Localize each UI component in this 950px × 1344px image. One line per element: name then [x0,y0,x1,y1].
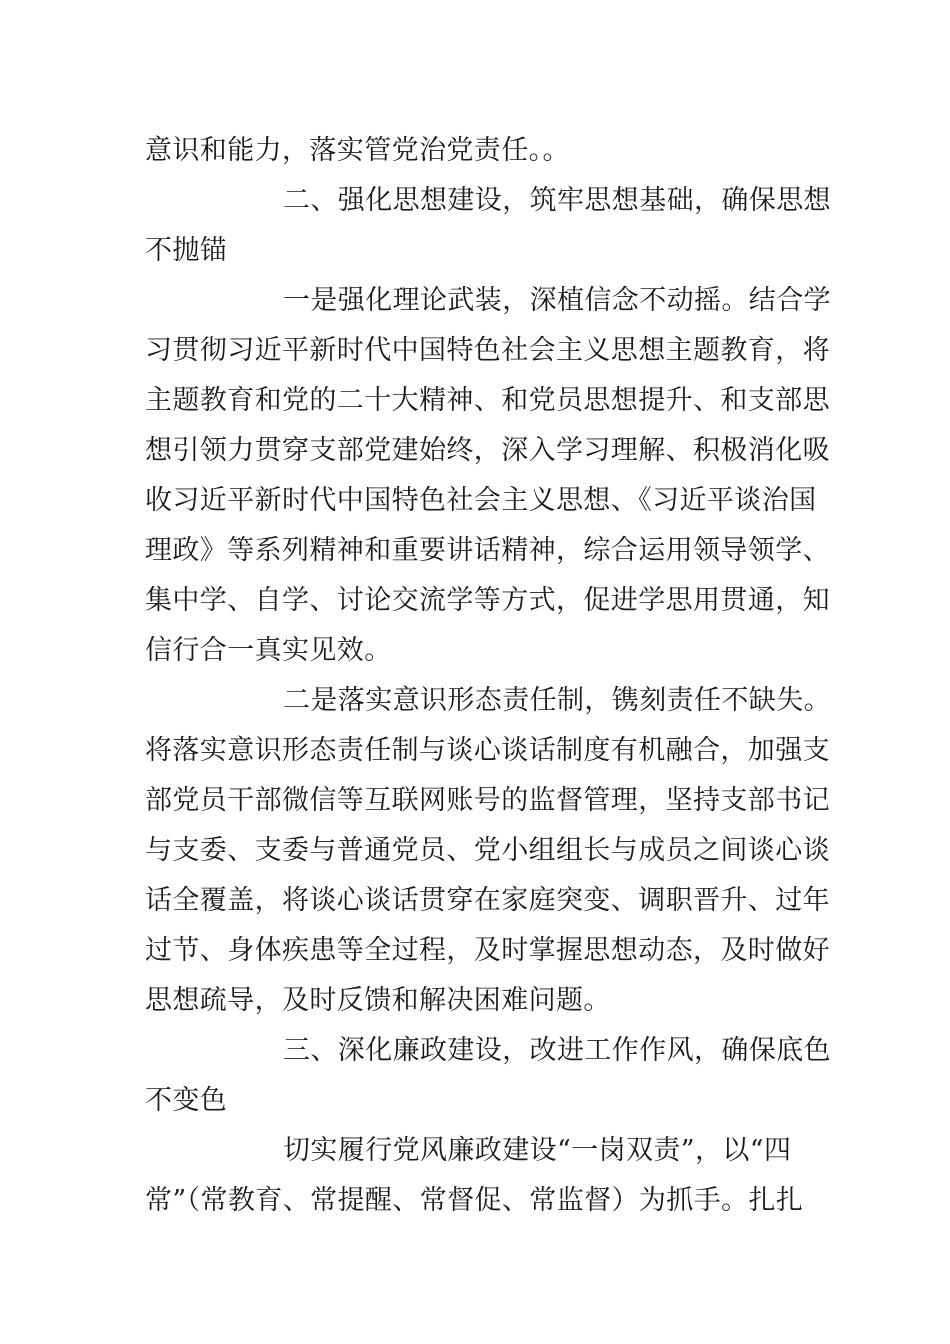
text-line: 思想疏导，及时反馈和解决困难问题。 [145,985,611,1016]
text-line: 主题教育和党的二十大精神、和党员思想提升、和支部思 [145,385,830,416]
section-heading-line: 二、强化思想建设，筑牢思想基础，确保思想 [283,185,831,216]
section-heading-line: 三、深化廉政建设，改进工作作风，确保底色 [283,1035,831,1066]
text-line: 部党员干部微信等互联网账号的监督管理，坚持支部书记 [145,785,830,816]
paragraph-first-line: 二是落实意识形态责任制，镌刻责任不缺失。 [283,685,831,716]
text-line: 常”（常教育、常提醒、常督促、常监督）为抓手。扎扎 [145,1185,804,1216]
text-line: 信行合一真实见效。 [145,635,392,666]
text-line: 收习近平新时代中国特色社会主义思想、《习近平谈治国 [145,485,817,516]
paragraph-first-line: 一是强化理论武装，深植信念不动摇。结合学 [283,285,831,316]
text-line: 意识和能力，落实管党治党责任。。 [145,135,570,166]
text-line: 想引领力贯穿支部党建始终，深入学习理解、积极消化吸 [145,435,830,466]
text-line: 习贯彻习近平新时代中国特色社会主义思想主题教育，将 [145,335,830,366]
text-line: 话全覆盖，将谈心谈话贯穿在家庭突变、调职晋升、过年 [145,885,830,916]
text-line: 将落实意识形态责任制与谈心谈话制度有机融合，加强支 [145,735,830,766]
paragraph-first-line: 切实履行党风廉政建设“一岗双责”，以“四 [283,1135,792,1166]
text-line: 过节、身体疾患等全过程，及时掌握思想动态，及时做好 [145,935,830,966]
text-line: 与支委、支委与普通党员、党小组组长与成员之间谈心谈 [145,835,830,866]
text-line: 集中学、自学、讨论交流学等方式，促进学思用贯通，知 [145,585,830,616]
section-heading-line: 不变色 [145,1085,228,1116]
section-heading-line: 不抛锚 [145,235,228,266]
text-line: 理政》等系列精神和重要讲话精神，综合运用领导领学、 [145,535,830,566]
